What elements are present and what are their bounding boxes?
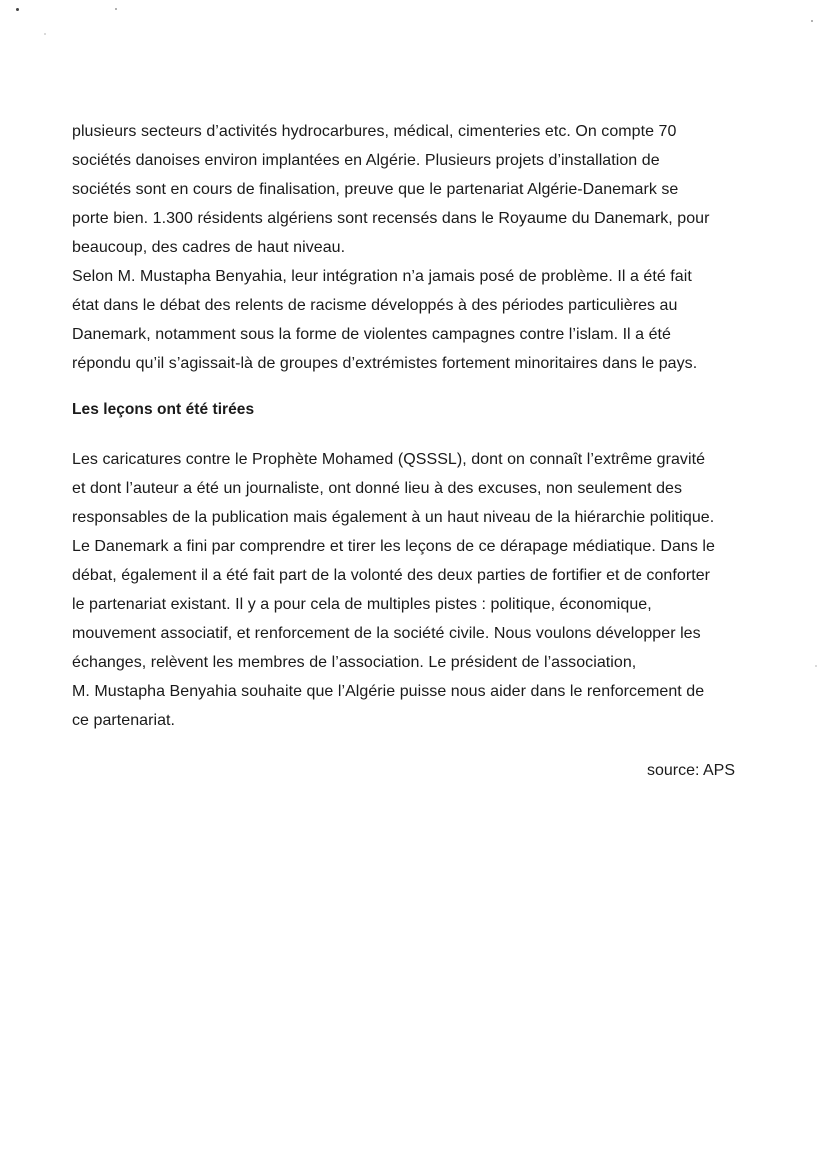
text-line: Les caricatures contre le Prophète Mohamed (QSSSL), dont on connaît l’extrême gravité bbox=[72, 451, 706, 468]
text-line: le partenariat existant. Il y a pour cela de multiples pistes : politique, économique, bbox=[72, 596, 652, 613]
text-line: et dont l’auteur a été un journaliste, ont donné lieu à des excuses, non seulement des bbox=[72, 480, 683, 497]
text-line: débat, également il a été fait part de la volonté des deux parties de fortifier et de conforter bbox=[72, 567, 711, 584]
scan-speck bbox=[115, 8, 117, 10]
text-line: mouvement associatif, et renforcement de la société civile. Nous voulons développer les bbox=[72, 625, 701, 642]
scan-speck bbox=[44, 33, 46, 35]
text-line: responsables de la publication mais également à un haut niveau de la hiérarchie politique. bbox=[72, 509, 715, 526]
text-line: échanges, relèvent les membres de l’association. Le président de l’association, bbox=[72, 654, 637, 671]
scan-speck bbox=[811, 20, 813, 22]
text-line: Le Danemark a fini par comprendre et tirer les leçons de ce dérapage médiatique. Dans le bbox=[72, 538, 715, 555]
text-line: plusieurs secteurs d’activités hydrocarbures, médical, cimenteries etc. On compte 70 bbox=[72, 123, 677, 140]
text-line: porte bien. 1.300 résidents algériens sont recensés dans le Royaume du Danemark, pour bbox=[72, 210, 710, 227]
text-line: M. Mustapha Benyahia souhaite que l’Algérie puisse nous aider dans le renforcement de bbox=[72, 683, 705, 700]
text-line: sociétés sont en cours de finalisation, preuve que le partenariat Algérie-Danemark se bbox=[72, 181, 679, 198]
text-line: beaucoup, des cadres de haut niveau. bbox=[72, 239, 346, 256]
text-line: ce partenariat. bbox=[72, 712, 176, 729]
scan-speck bbox=[815, 665, 817, 667]
text-line: sociétés danoises environ implantées en Algérie. Plusieurs projets d’installation de bbox=[72, 152, 660, 169]
section-heading: Les leçons ont été tirées bbox=[72, 401, 255, 418]
text-line: Selon M. Mustapha Benyahia, leur intégration n’a jamais posé de problème. Il a été fait bbox=[72, 268, 692, 285]
text-line: Danemark, notamment sous la forme de violentes campagnes contre l’islam. Il a été bbox=[72, 326, 671, 343]
scan-speck bbox=[16, 8, 19, 11]
text-line: état dans le débat des relents de racisme développés à des périodes particulières au bbox=[72, 297, 678, 314]
source-credit: source: APS bbox=[646, 762, 735, 779]
text-line: répondu qu’il s’agissait-là de groupes d’extrémistes fortement minoritaires dans le pays. bbox=[72, 355, 698, 372]
paragraph-1 bbox=[72, 117, 738, 378]
paragraph-2 bbox=[72, 445, 738, 735]
